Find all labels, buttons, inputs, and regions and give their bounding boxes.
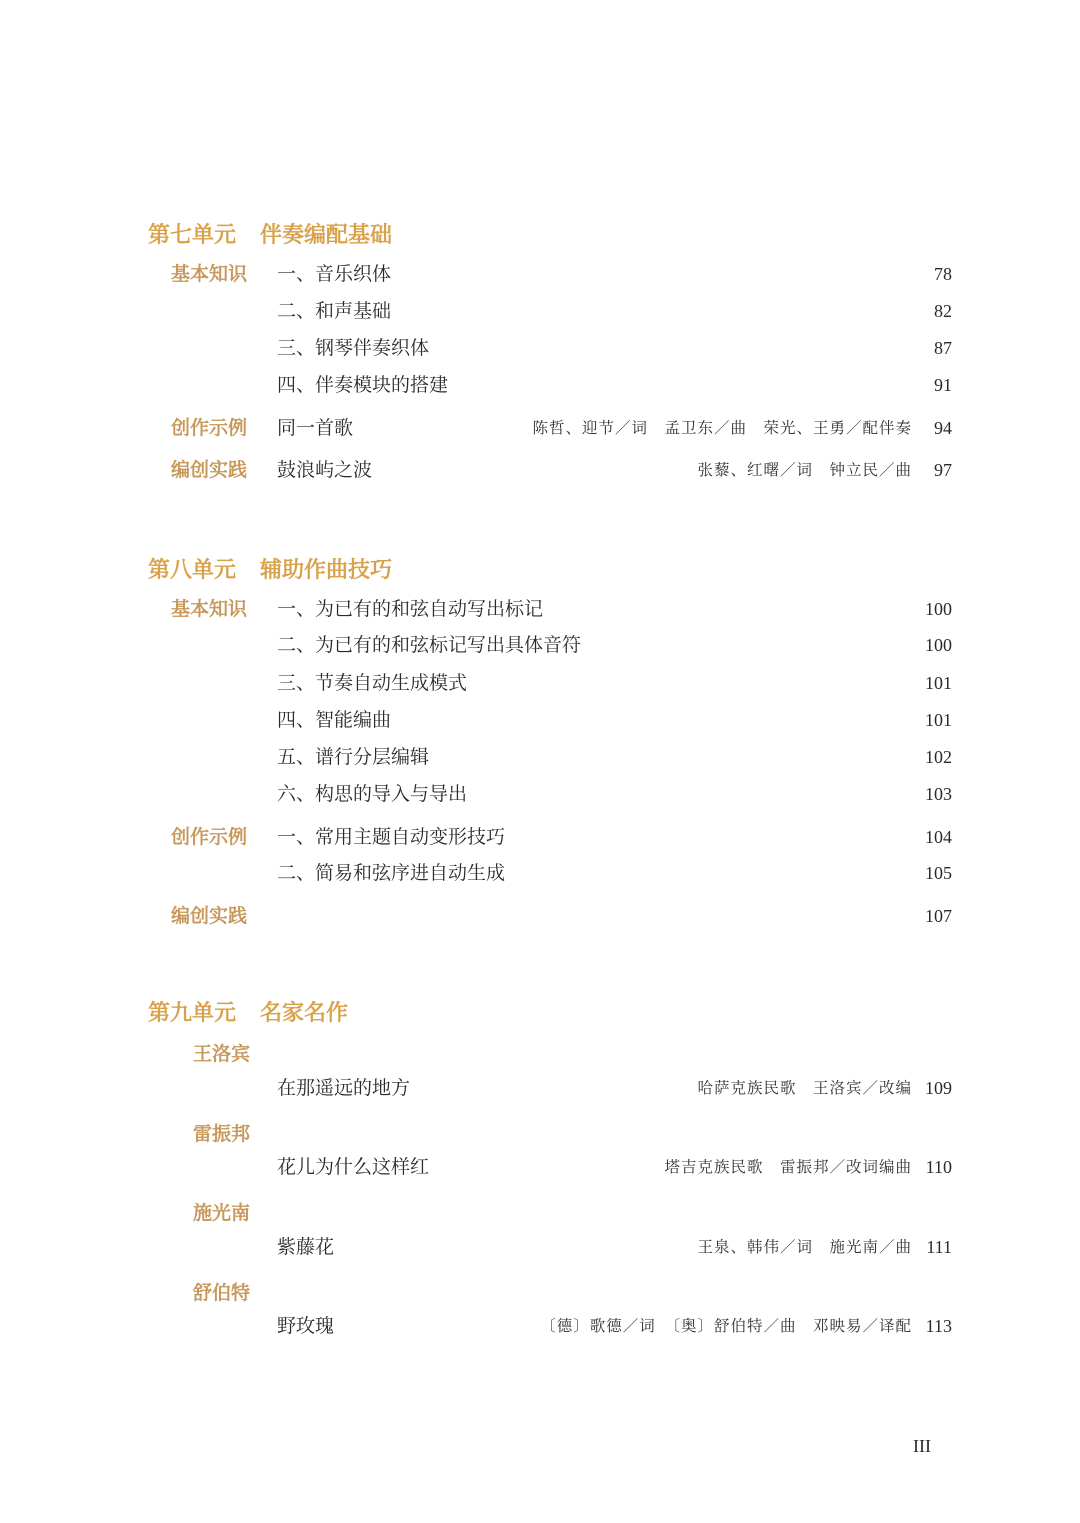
- toc-row[interactable]: [0, 779, 1080, 809]
- song-credit: 〔德〕歌德／词 〔奥〕舒伯特／曲 邓映易／译配: [540, 1317, 912, 1335]
- song-credit: 哈萨克族民歌 王洛宾／改编: [697, 1079, 912, 1097]
- composer-name: 王洛宾: [193, 1043, 251, 1065]
- page-number: 104: [925, 827, 952, 847]
- page-number: 109: [925, 1078, 952, 1098]
- page-number: 110: [925, 1157, 952, 1177]
- page-number: 101: [925, 673, 952, 693]
- section-label-basic: 基本知识: [171, 598, 248, 620]
- section-label-example: 创作示例: [171, 826, 248, 848]
- page-number: 105: [925, 863, 952, 883]
- section-label-example: 创作示例: [171, 417, 248, 439]
- page-number: 91: [934, 375, 952, 395]
- toc-row[interactable]: [0, 742, 1080, 772]
- toc-row[interactable]: [0, 901, 1080, 931]
- page-number: 78: [934, 264, 952, 284]
- unit9-number: 第九单元: [148, 1001, 237, 1026]
- song-credit: 陈哲、迎节／词 孟卫东／曲 荣光、王勇／配伴奏: [532, 419, 912, 437]
- page-number: 97: [934, 460, 952, 480]
- song-credit: 塔吉克族民歌 雷振邦／改词编曲: [664, 1158, 912, 1176]
- page-number: 103: [925, 784, 952, 804]
- toc-row[interactable]: [0, 630, 1080, 660]
- page-number: 94: [934, 418, 952, 438]
- song-credit: 王泉、韩伟／词 施光南／曲: [697, 1238, 912, 1256]
- page-number: 82: [934, 301, 952, 321]
- toc-row[interactable]: [0, 1232, 1080, 1262]
- toc-row[interactable]: [0, 705, 1080, 735]
- toc-entry-text: 一、常用主题自动变形技巧: [277, 826, 506, 848]
- toc-row[interactable]: [0, 594, 1080, 624]
- page-number: 101: [925, 710, 952, 730]
- toc-row[interactable]: [0, 455, 1080, 485]
- composer-name: 施光南: [193, 1202, 251, 1224]
- song-credit: 张藜、红曙／词 钟立民／曲: [697, 461, 912, 479]
- toc-entry-text: 紫藤花: [277, 1236, 335, 1258]
- unit8-heading: [148, 553, 392, 584]
- toc-row[interactable]: [0, 1073, 1080, 1103]
- toc-row[interactable]: [0, 296, 1080, 326]
- unit9-title: 名家名作: [260, 1001, 349, 1026]
- toc-entry-text: 三、钢琴伴奏织体: [277, 337, 430, 359]
- toc-row[interactable]: [0, 858, 1080, 888]
- section-label-practice: 编创实践: [171, 459, 248, 481]
- toc-entry-text: 六、构思的导入与导出: [277, 783, 468, 805]
- composer-name: 舒伯特: [193, 1282, 251, 1304]
- toc-entry-text: 一、为已有的和弦自动写出标记: [277, 598, 544, 620]
- toc-row[interactable]: [0, 668, 1080, 698]
- unit7-heading: [148, 218, 392, 249]
- page-number: 100: [925, 635, 952, 655]
- toc-entry-text: 三、节奏自动生成模式: [277, 672, 468, 694]
- toc-entry-text: 花儿为什么这样红: [277, 1156, 430, 1178]
- unit8-number: 第八单元: [148, 558, 237, 583]
- toc-row[interactable]: [0, 1152, 1080, 1182]
- page-number: 87: [934, 338, 952, 358]
- toc-row[interactable]: [0, 1311, 1080, 1341]
- toc-entry-text: 鼓浪屿之波: [277, 459, 373, 481]
- toc-entry-text: 五、谱行分层编辑: [277, 746, 430, 768]
- unit8-title: 辅助作曲技巧: [260, 558, 393, 583]
- toc-row[interactable]: [0, 333, 1080, 363]
- toc-entry-text: 二、简易和弦序进自动生成: [277, 862, 506, 884]
- toc-entry-text: 一、音乐织体: [277, 263, 392, 285]
- toc-row[interactable]: [0, 413, 1080, 443]
- toc-row[interactable]: [0, 822, 1080, 852]
- toc-entry-text: 二、和声基础: [277, 300, 392, 322]
- unit7-title: 伴奏编配基础: [260, 223, 393, 248]
- page-number: 111: [926, 1237, 952, 1257]
- toc-row[interactable]: [0, 259, 1080, 289]
- page-number: 107: [925, 906, 952, 926]
- toc-entry-text: 在那遥远的地方: [277, 1077, 411, 1099]
- toc-entry-text: 四、智能编曲: [277, 709, 392, 731]
- page-number: 100: [925, 599, 952, 619]
- toc-entry-text: 二、为已有的和弦标记写出具体音符: [277, 634, 582, 656]
- section-label-basic: 基本知识: [171, 263, 248, 285]
- unit9-heading: [148, 996, 348, 1027]
- page-number: 102: [925, 747, 952, 767]
- toc-entry-text: 四、伴奏模块的搭建: [277, 374, 449, 396]
- section-label-practice: 编创实践: [171, 905, 248, 927]
- page-folio: III: [913, 1436, 931, 1456]
- toc-row[interactable]: [0, 370, 1080, 400]
- page-number: 113: [925, 1316, 952, 1336]
- composer-name: 雷振邦: [193, 1123, 251, 1145]
- toc-entry-text: 野玫瑰: [277, 1315, 335, 1337]
- toc-entry-text: 同一首歌: [277, 417, 354, 439]
- unit7-number: 第七单元: [148, 223, 237, 248]
